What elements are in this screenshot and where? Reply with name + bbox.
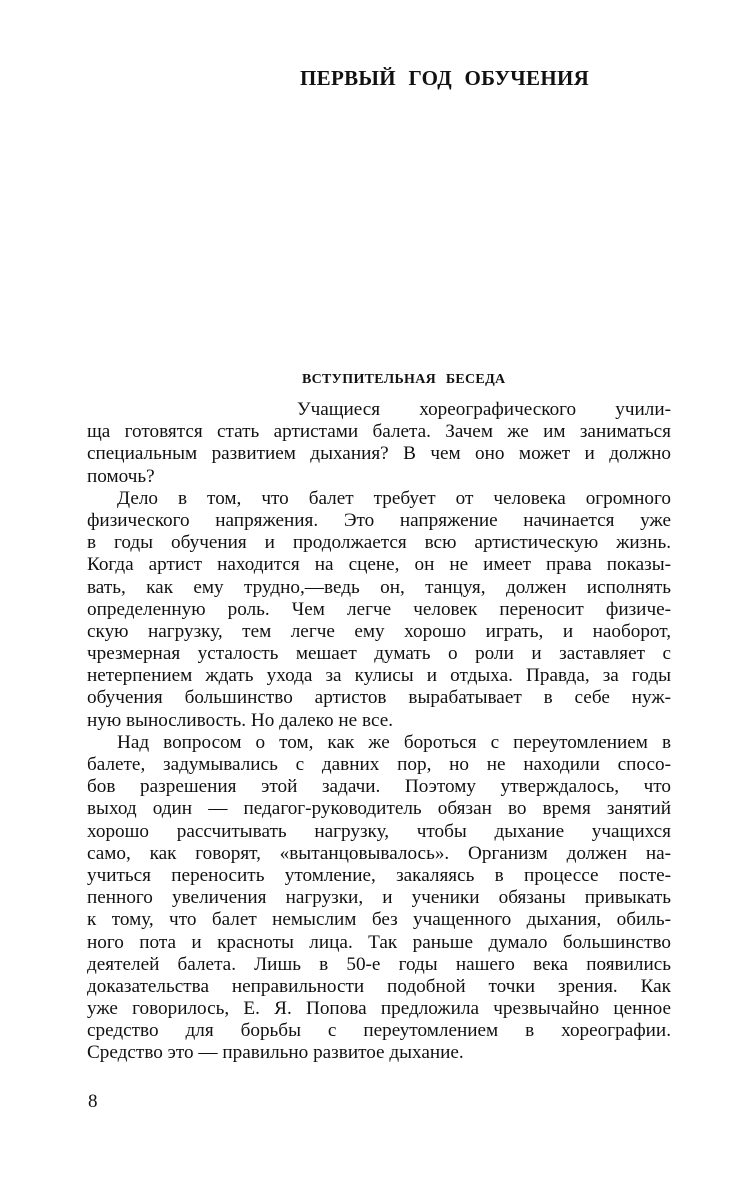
- text-line: пенного увеличения нагрузки, и ученики обязаны привыкать: [87, 887, 671, 909]
- text-line: Когда артист находится на сцене, он не имеет права показы-: [87, 554, 671, 576]
- page-number: 8: [88, 1091, 98, 1112]
- text-line: уже говорилось, Е. Я. Попова предложила чрезвычайно ценное: [87, 998, 671, 1020]
- text-line: скую нагрузку, тем легче ему хорошо играть, и наоборот,: [87, 620, 671, 642]
- text-line: чрезмерная усталость мешает думать о роли и заставляет с: [87, 643, 671, 665]
- text-line: Дело в том, что балет требует от человека огромного: [117, 487, 671, 509]
- text-line: средство для борьбы с переутомлением в хореографии.: [87, 1020, 671, 1042]
- text-line: ного пота и красноты лица. Так раньше думало большинство: [87, 931, 671, 953]
- text-line: балете, задумывались с давних пор, но не находили спосо-: [87, 754, 671, 775]
- text-line: обучения большинство артистов вырабатывает в себе нуж-: [87, 687, 671, 709]
- text-line: деятелей балета. Лишь в 50-е годы нашего века появились: [87, 953, 671, 975]
- text-line: доказательства неправильности подобной точки зрения. Как: [87, 975, 671, 997]
- text-line: к тому, что балет немыслим без учащенного дыхания, обиль-: [87, 909, 671, 931]
- text-line: физического напряжения. Это напряжение начинается уже: [87, 509, 671, 531]
- text-line: Учащиеся хореографического учили-: [297, 399, 671, 420]
- text-line: выход один — педагог-руководитель обязан во время занятий: [87, 798, 671, 820]
- text-line: ную выносливость. Но далеко не все.: [87, 709, 394, 731]
- body-text: [87, 399, 671, 1065]
- section-title: ВСТУПИТЕЛЬНАЯ БЕСЕДА: [302, 372, 506, 387]
- text-line: вать, как ему трудно,—ведь он, танцуя, должен исполнять: [87, 576, 671, 598]
- text-line: бов разрешения этой задачи. Поэтому утверждалось, что: [87, 776, 671, 798]
- text-line: помочь?: [87, 465, 155, 487]
- text-line: само, как говорят, «вытанцовывалось». Организм должен на-: [87, 842, 671, 864]
- text-line: специальным развитием дыхания? В чем оно может и должно: [87, 443, 671, 465]
- text-line: нетерпением ждать ухода за кулисы и отдыха. Правда, за годы: [87, 665, 671, 687]
- text-line: определенную роль. Чем легче человек переносит физиче-: [87, 598, 671, 620]
- text-line: ща готовятся стать артистами балета. Зачем же им заниматься: [87, 421, 671, 443]
- text-line: Над вопросом о том, как же бороться с переутомлением в: [117, 731, 671, 753]
- chapter-title: ПЕРВЫЙ ГОД ОБУЧЕНИЯ: [300, 66, 590, 90]
- text-line: в годы обучения и продолжается всю артистическую жизнь.: [87, 532, 671, 554]
- text-line: хорошо рассчитывать нагрузку, чтобы дыхание учащихся: [87, 820, 671, 842]
- text-line: учиться переносить утомление, закаляясь в процессе посте-: [87, 864, 671, 886]
- text-line: Средство это — правильно развитое дыхание.: [87, 1042, 464, 1064]
